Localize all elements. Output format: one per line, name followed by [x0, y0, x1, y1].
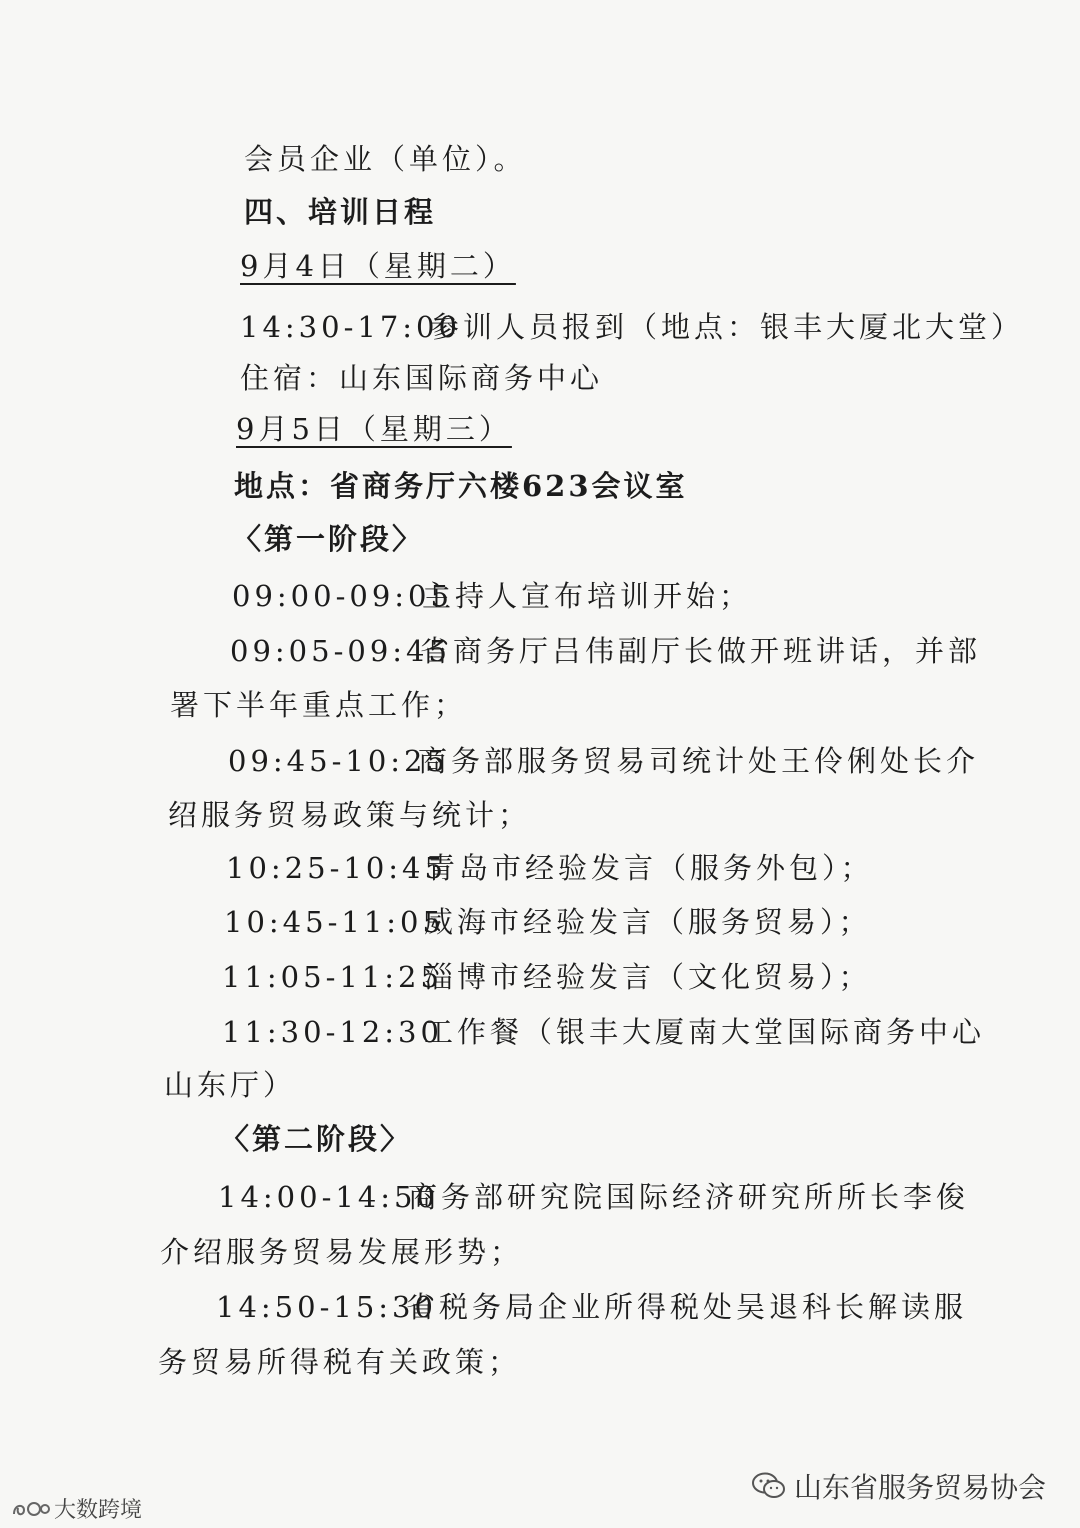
schedule-desc: 淄博市经验发言（文化贸易）； [424, 960, 872, 994]
schedule-time: 09:05-09:45 [230, 634, 451, 668]
schedule-desc: 工作餐（银丰大厦南大堂国际商务中心 [424, 1015, 986, 1049]
schedule-time: 10:25-10:45 [226, 851, 447, 885]
schedule-continuation: 绍服务贸易政策与统计； [168, 798, 532, 832]
schedule-row [232, 578, 752, 614]
lodging-line: 住宿：山东国际商务中心 [240, 361, 604, 395]
schedule-time: 14:50-15:30 [216, 1290, 437, 1324]
logo-watermark [10, 1493, 142, 1524]
wechat-watermark [752, 1466, 1046, 1506]
schedule-time: 14:30-17:00 [240, 310, 461, 344]
schedule-row [222, 959, 872, 995]
schedule-time: 14:00-14:50 [218, 1180, 439, 1214]
schedule-row [222, 1014, 985, 1050]
logo-icon [10, 1498, 50, 1520]
schedule-continuation: 山东厅） [164, 1068, 297, 1102]
schedule-time: 11:05-11:25 [222, 960, 443, 994]
schedule-continuation: 介绍服务贸易发展形势； [160, 1235, 524, 1269]
stage-two-heading: 〈第二阶段〉 [220, 1122, 413, 1156]
section-heading: 四、培训日程 [244, 195, 437, 229]
schedule-time: 10:45-11:05 [224, 905, 445, 939]
schedule-continuation: 署下半年重点工作； [170, 688, 468, 722]
watermark-text: 大数跨境 [54, 1498, 143, 1523]
schedule-row [228, 743, 979, 779]
schedule-row [240, 309, 1024, 345]
wechat-icon [752, 1472, 786, 1500]
watermark-text: 山东省服务贸易协会 [793, 1471, 1046, 1504]
schedule-desc: 主持人宣布培训开始； [422, 579, 753, 613]
venue-line: 地点：省商务厅六楼623会议室 [234, 469, 688, 503]
schedule-desc: 商务部服务贸易司统计处王伶俐处长介 [418, 744, 980, 778]
schedule-row [230, 633, 981, 669]
date-heading-sep5: 9月5日（星期三） [236, 412, 512, 446]
schedule-desc: 省税务局企业所得税处吴退科长解读服 [406, 1290, 968, 1324]
schedule-time: 09:45-10:25 [228, 744, 449, 778]
schedule-desc: 参训人员报到（地点：银丰大厦北大堂） [430, 310, 1025, 344]
schedule-desc: 省商务厅吕伟副厅长做开班讲话，并部 [420, 634, 982, 668]
schedule-row [224, 904, 872, 940]
schedule-time: 11:30-12:30 [222, 1015, 443, 1049]
schedule-desc: 威海市经验发言（服务贸易）； [424, 905, 872, 939]
schedule-row [218, 1179, 969, 1215]
schedule-desc: 青岛市经验发言（服务外包）； [426, 851, 874, 885]
intro-line: 会员企业（单位）。 [244, 142, 527, 176]
schedule-continuation: 务贸易所得税有关政策； [158, 1345, 522, 1379]
date-heading-sep4: 9月4日（星期二） [240, 249, 516, 283]
schedule-time: 09:00-09:05 [232, 579, 453, 613]
schedule-desc: 商务部研究院国际经济研究所所长李俊 [408, 1180, 970, 1214]
schedule-row [216, 1289, 967, 1325]
schedule-row [226, 850, 874, 886]
stage-one-heading: 〈第一阶段〉 [232, 522, 425, 556]
